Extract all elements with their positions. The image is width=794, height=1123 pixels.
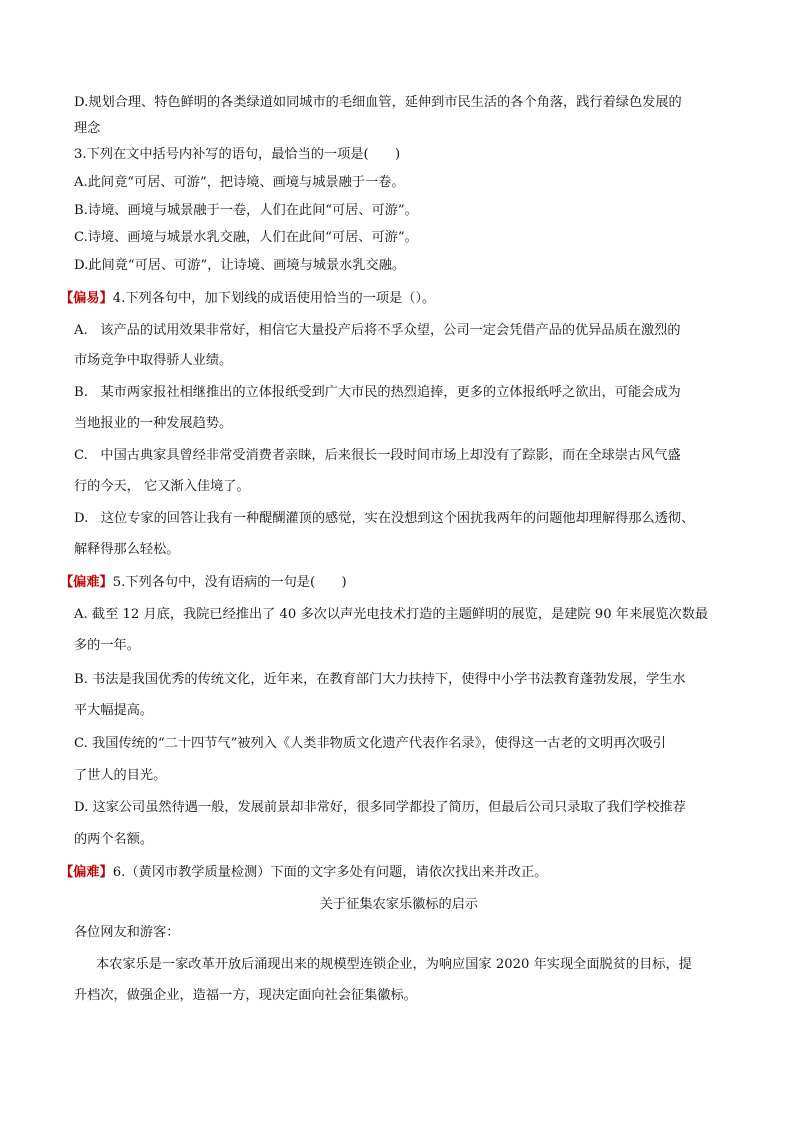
option-label: D. <box>74 511 89 526</box>
option-text: 中国古典家具曾经非常受消费者亲睐，后来很长一段时间市场上却没有了踪影，而在全球崇古风气盛 <box>100 448 681 463</box>
q4-option-d-line1 <box>74 510 694 528</box>
q3-option-b: B.诗境、画境与城景融于一卷，人们在此间“可居、可游”。 <box>74 203 418 218</box>
question-4-stem <box>60 290 435 308</box>
difficulty-tag: 【偏难】 <box>60 865 113 880</box>
stem-text: 4.下列各句中，加下划线的成语使用恰当的一项是（）。 <box>112 291 436 306</box>
option-d-line1: D.规划合理、特色鲜明的各类绿道如同城市的毛细血管，延伸到市民生活的各个角落，践行着绿色发展的 <box>74 95 682 110</box>
q3-option-a: A.此间竟“可居、可游”，把诗境、画境与城景融于一卷。 <box>74 175 405 190</box>
difficulty-tag: 【偏易】 <box>60 291 113 306</box>
stem-text: 5.下列各句中，没有语病的一句是( ) <box>112 575 347 590</box>
q5-option-c-line2: 了世人的目光。 <box>74 768 167 783</box>
q4-option-c-line1 <box>74 447 681 465</box>
q4-option-b-line1 <box>74 384 681 402</box>
q4-option-c-line2: 行的今天， 它又渐入佳境了。 <box>74 479 250 494</box>
q5-option-d-line2: 的两个名额。 <box>74 832 154 847</box>
option-label: A. <box>74 323 88 338</box>
q5-option-a-line2: 多的一年。 <box>74 638 140 653</box>
notice-title: 关于征集农家乐徽标的启示 <box>319 897 479 912</box>
option-text: 该产品的试用效果非常好，相信它大量投产后将不孚众望，公司一定会凭借产品的优异品质在激烈的 <box>100 323 681 338</box>
q4-option-a-line1 <box>74 322 681 340</box>
q4-option-d-line2: 解释得那么轻松。 <box>74 542 180 557</box>
q5-option-c-line1: C. 我国传统的“二十四节气”被列入《人类非物质文化遗产代表作名录》，使得这一古老的文明再次吸引 <box>74 736 666 751</box>
notice-paragraph-line2: 升档次，做强企业，造福一方，现决定面向社会征集徽标。 <box>74 988 417 1003</box>
option-label: B. <box>74 385 88 400</box>
q4-option-a-line2: 市场竞争中取得骄人业绩。 <box>74 353 233 368</box>
notice-paragraph-line1: 本农家乐是一家改革开放后涌现出来的规模型连锁企业，为响应国家 2020 年实现全面脱贫的目标，提 <box>96 957 692 972</box>
option-text: 某市两家报社相继推出的立体报纸受到广大市民的热烈追捧，更多的立体报纸呼之欲出，可能会成为 <box>100 385 681 400</box>
q5-option-b-line2: 平大幅提高。 <box>74 703 154 718</box>
question-5-stem <box>60 574 347 592</box>
stem-text: 6.（黄冈市教学质量检测）下面的文字多处有问题，请依次找出来并改正。 <box>112 865 548 880</box>
q5-option-b-line1: B. 书法是我国优秀的传统文化，近年来，在教育部门大力扶持下，使得中小学书法教育蓬勃发展，学生水 <box>74 672 686 687</box>
q5-option-d-line1: D. 这家公司虽然待遇一般，发展前景却非常好，很多同学都投了简历，但最后公司只录取了我们学校推荐 <box>74 800 686 815</box>
q4-option-b-line2: 当地报业的一种发展趋势。 <box>74 416 233 431</box>
q3-option-c: C.诗境、画境与城景水乳交融，人们在此间“可居、可游”。 <box>74 230 418 245</box>
option-text: 这位专家的回答让我有一种醍醐灌顶的感觉，实在没想到这个困扰我两年的问题他却理解得那么透彻、 <box>100 511 695 526</box>
notice-salutation: 各位网友和游客： <box>74 925 180 940</box>
difficulty-tag: 【偏难】 <box>60 575 113 590</box>
option-label: C. <box>74 448 88 463</box>
question-3-stem: 3.下列在文中括号内补写的语句，最恰当的一项是( ) <box>74 147 401 162</box>
q5-option-a-line1: A. 截至 12 月底，我院已经推出了 40 多次以声光电技术打造的主题鲜明的展览，是建院 90 年来展览次数最 <box>74 607 709 622</box>
option-d-line2: 理念 <box>74 121 101 136</box>
q3-option-d: D.此间竟“可居、可游”，让诗境、画境与城景水乳交融。 <box>74 258 406 273</box>
question-6-stem <box>60 864 547 882</box>
